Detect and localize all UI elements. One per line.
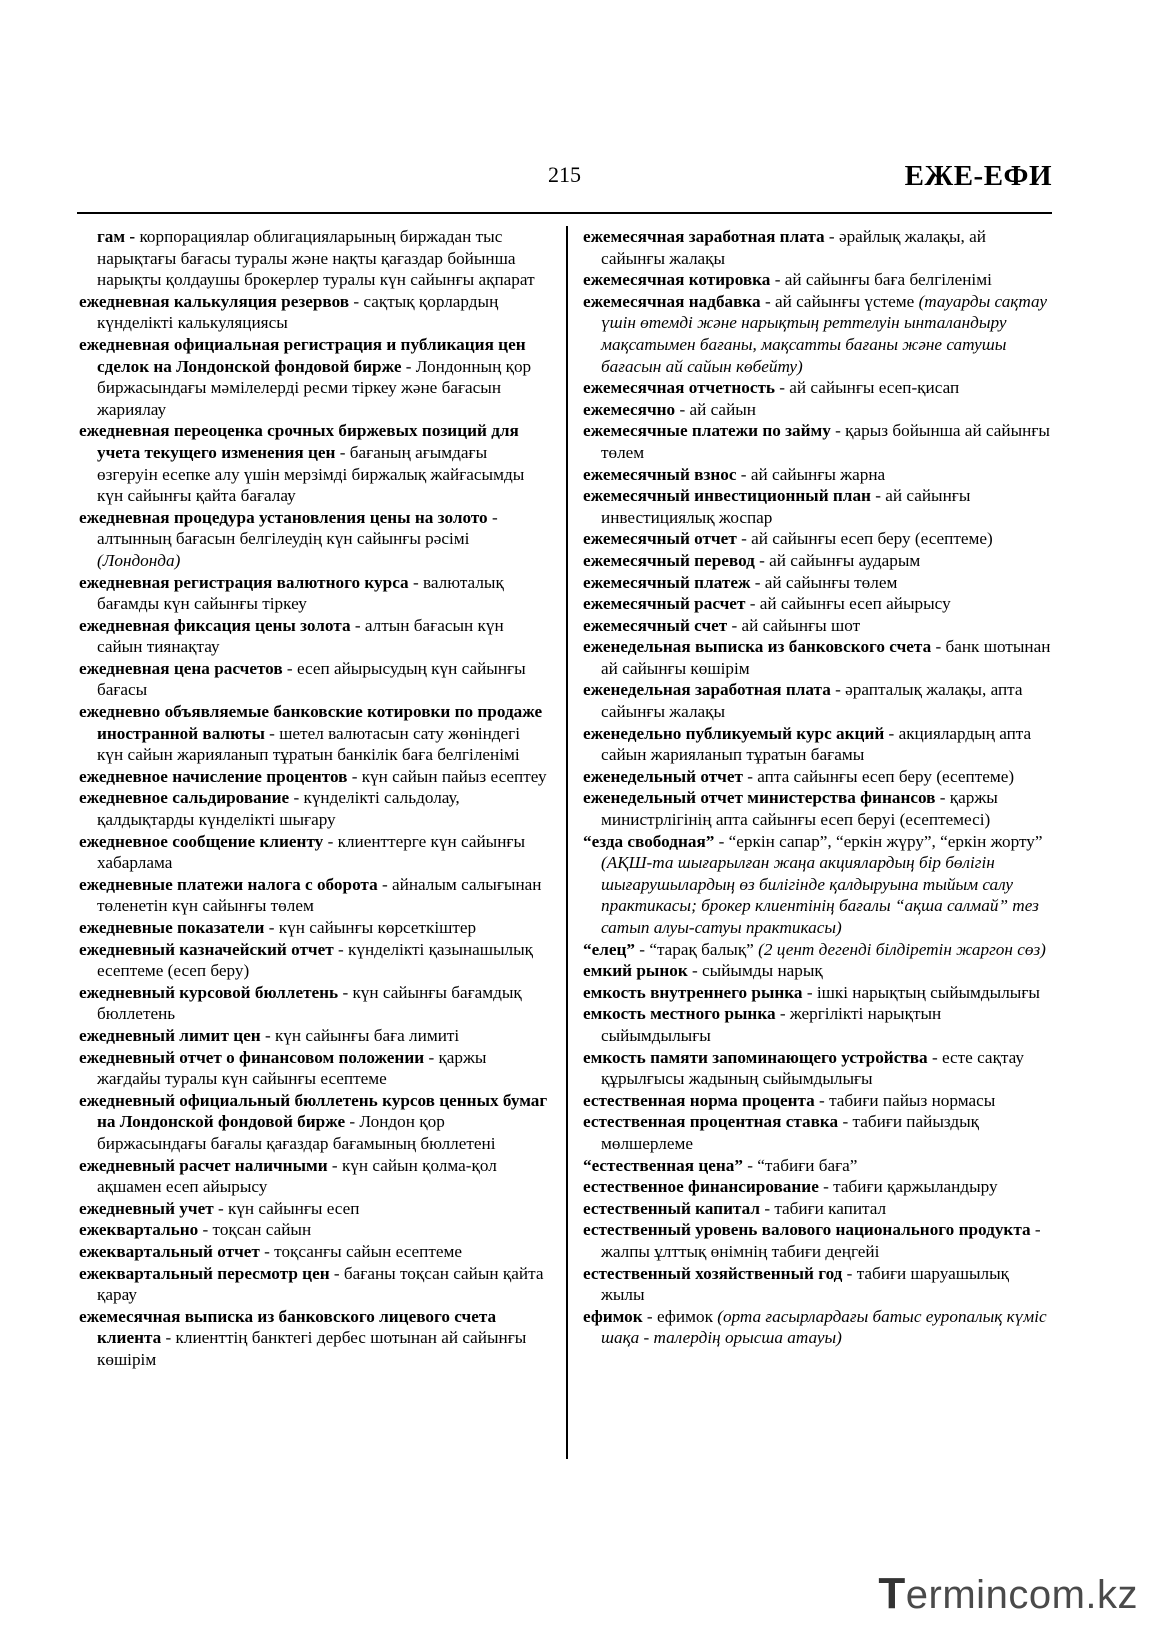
entry-definition: - алтын бағасын күн сайын тиянақтау (97, 615, 504, 657)
dictionary-entry (79, 1241, 549, 1263)
dictionary-entry (79, 701, 549, 766)
entry-term: ежедневные платежи налога с оборота (79, 874, 378, 894)
dictionary-entry (583, 615, 1052, 637)
entry-term: емкость внутреннего рынка (583, 982, 803, 1002)
entry-definition: - ай сайынғы шот (727, 615, 861, 635)
entry-definition: - күнделікті қазынашылық есептеме (есеп беру) (97, 939, 533, 981)
dictionary-entry (79, 1198, 549, 1220)
dictionary-entry (583, 766, 1052, 788)
entry-term: еженедельно публикуемый курс акций (583, 723, 885, 743)
entry-definition: - табиғи шаруашылық жылы (601, 1263, 1010, 1305)
entry-term: ежедневная переоценка срочных биржевых позиций для учета текущего изменения цен (79, 421, 519, 462)
entry-definition: - күн сайынғы бағамдық бюллетень (97, 982, 522, 1024)
dictionary-entry (79, 658, 549, 701)
entry-definition: - сыйымды нарық (687, 961, 823, 981)
entry-term: ежемесячная выписка из банковского лицевого счета клиента (79, 1306, 497, 1348)
entry-definition: - “табиғи баға” (742, 1155, 858, 1175)
entry-definition: - шетел валютасын сату жөніндегі күн сайын жарияланып тұратын банкілік баға белгіленімі (97, 723, 520, 765)
entry-term: ежедневный официальный бюллетень курсов ценных бумаг на Лондонской фондовой бирже (79, 1090, 548, 1132)
dictionary-entry (583, 787, 1052, 830)
header-rule (77, 212, 1052, 214)
entry-definition: - ай сайынғы инвестициялық жоспар (601, 486, 971, 527)
dictionary-entry (79, 1263, 549, 1306)
entry-definition: - қаржы жағдайы туралы күн сайынғы есептеме (97, 1047, 487, 1089)
entry-definition: - күн сайынғы есеп (213, 1198, 360, 1218)
entry-term: ежедневная официальная регистрация и публикация цен сделок на Лондонской фондовой бирже (79, 334, 526, 376)
dictionary-entry (79, 787, 549, 830)
entry-definition: - есеп айырысудың күн сайынғы бағасы (97, 658, 526, 700)
entry-term: емкость памяти запоминающего устройства (583, 1047, 928, 1067)
entry-definition: - апта сайынғы есеп беру (есептеме) (742, 766, 1015, 786)
page-header (77, 156, 1052, 218)
dictionary-entry (583, 485, 1052, 528)
entry-definition: - жергілікті нарықтын сыйымдылығы (601, 1004, 942, 1045)
entry-term: ежеквартально (79, 1220, 199, 1240)
dictionary-entry (79, 939, 549, 982)
entry-term: ежедневная регистрация валютного курса (79, 572, 409, 592)
entry-term: еженедельный отчет (583, 766, 743, 786)
entry-definition: - күн сайын қолма-қол ақшамен есеп айырысу (97, 1155, 497, 1197)
entry-definition: - ай сайынғы есеп-қисап (774, 378, 960, 398)
dictionary-entry (583, 939, 1052, 961)
right-column (583, 226, 1052, 1349)
dictionary-entry (583, 1003, 1052, 1046)
entry-term: ежедневная процедура установления цены на золото (79, 507, 488, 527)
entry-term: ежедневный лимит цен (79, 1025, 261, 1045)
entry-term: еженедельный отчет министерства финансов (583, 788, 936, 808)
dictionary-entry (79, 1090, 549, 1155)
entry-term: ежемесячный расчет (583, 594, 746, 614)
entry-term: ежедневный казначейский отчет (79, 939, 334, 959)
entry-term: “езда свободная” (583, 831, 715, 851)
dictionary-entry (583, 831, 1052, 939)
left-column (79, 226, 549, 1370)
entry-definition: - бағаның ағымдағы өзгеруін есепке алу үшін мерзімді биржалық жайғасымды күн сайынғы қайта бағалау (97, 442, 525, 506)
dictionary-entry (79, 1155, 549, 1198)
entry-term: емкость местного рынка (583, 1004, 776, 1024)
entry-definition: - қаржы министрлігінің апта сайынғы есеп беруі (есептемесі) (601, 788, 998, 830)
entry-note: (орта ғасырлардағы батыс еуропалық күміс шақа - талердің орысша атауы) (601, 1306, 1047, 1348)
entry-note: (тауарды сақтау үшін өтемді және нарықтың реттелуін ынталандыру мақсатымен бағаны, мақсатты бағаны және сатушы бағасын ай сайын көбейту) (601, 291, 1047, 376)
entry-term: емкий рынок (583, 961, 688, 981)
dictionary-entry (583, 723, 1052, 766)
entry-definition: - күн сайынғы баға лимиті (260, 1025, 460, 1045)
entry-definition: - ай сайынғы үстеме (760, 291, 919, 311)
dictionary-entry (79, 291, 549, 334)
page-range-heading: ЕЖЕ-ЕФИ (904, 160, 1052, 192)
entry-definition: - табиғи қаржыландыру (818, 1177, 998, 1197)
entry-term: ежемесячные платежи по займу (583, 421, 831, 441)
entry-definition: - “тарақ балық” (635, 939, 759, 959)
dictionary-entry (79, 982, 549, 1025)
column-divider (566, 226, 568, 1459)
dictionary-entry (583, 528, 1052, 550)
entry-definition: - есте сақтау құрылғысы жадының сыйымдылығы (601, 1047, 1024, 1089)
entry-note: (2 цент дегенді білдіретін жаргон сөз) (758, 939, 1046, 959)
entry-term: естественный хозяйственный год (583, 1263, 843, 1283)
entry-definition: - Лондон қор биржасындағы бағалы қағаздар бағамының бюллетені (97, 1112, 496, 1153)
dictionary-entry (583, 1176, 1052, 1198)
entry-term: ежедневное сальдирование (79, 788, 290, 808)
dictionary-entry (583, 399, 1052, 421)
dictionary-entry (583, 1306, 1052, 1349)
entry-definition: - ефимок (642, 1306, 718, 1326)
entry-definition: - айналым салығынан төленетін күн сайынғы төлем (97, 874, 542, 916)
dictionary-entry (583, 1047, 1052, 1090)
entry-term: ежемесячный перевод (583, 550, 755, 570)
entry-definition: - ай сайынғы аударым (754, 550, 921, 570)
dictionary-entry (79, 334, 549, 420)
entry-definition: - тоқсан сайын (198, 1220, 312, 1240)
dictionary-entry (583, 982, 1052, 1004)
dictionary-entry (79, 572, 549, 615)
dictionary-entry (583, 1263, 1052, 1306)
entry-term: ежедневная фиксация цены золота (79, 615, 351, 635)
dictionary-entry (583, 679, 1052, 722)
entry-term: еженедельная выписка из банковского счета (583, 637, 932, 657)
entry-term: ежедневная калькуляция резервов (79, 291, 350, 311)
dictionary-entry (583, 377, 1052, 399)
entry-definition: - күнделікті сальдолау, қалдықтарды күнделікті шығару (97, 788, 460, 830)
entry-definition: - табиғи пайыздық мөлшерлеме (601, 1112, 980, 1153)
entry-term: ежеквартальный отчет (79, 1241, 260, 1261)
entry-definition: - валюталық бағамды күн сайынғы тіркеу (97, 572, 504, 614)
logo-text: ermincom.kz (905, 1573, 1138, 1617)
entry-term: естественная процентная ставка (583, 1112, 839, 1132)
entry-definition: - ай сайынғы баға белгіленімі (770, 270, 992, 290)
dictionary-entry (79, 917, 549, 939)
dictionary-entry (79, 420, 549, 506)
entry-note: (Лондонда) (97, 550, 181, 570)
entry-term: ежемесячный взнос (583, 464, 737, 484)
entry-term: ежемесячный счет (583, 615, 728, 635)
dictionary-entry (79, 1025, 549, 1047)
entry-definition: корпорациялар облигацияларының биржадан тыс нарықтағы бағасы туралы және нақты қағаздар бойынша нарықты қолдаушы брокерлер туралы күн сайынғы ақпарат (97, 227, 535, 290)
entry-definition: - әрапталық жалақы, апта сайынғы жалақы (601, 680, 1023, 722)
entry-term: ежеквартальный пересмотр цен (79, 1263, 330, 1283)
page-number: 215 (548, 162, 581, 187)
dictionary-entry (79, 1306, 549, 1371)
dictionary-entry (79, 831, 549, 874)
entry-note: (АҚШ-та шығарылған жаңа акциялардың бір бөлігін шығарушылардың өз билігінде қалдыруына тыйым салу практикасы; брокер клиентінің бағалы “ақша салмай” тез сатып алуы-сатуы практикасы) (601, 853, 1039, 937)
entry-term: ежемесячная отчетность (583, 378, 775, 398)
entry-definition: - Лондонның қор биржасындағы мәмілелерді ресми тіркеу және бағасын жариялау (97, 356, 532, 419)
entry-definition: - қарыз бойынша ай сайынғы төлем (601, 421, 1050, 462)
entry-definition: - күн сайынғы көрсеткіштер (264, 918, 477, 937)
entry-term: ежедневное сообщение клиенту (79, 831, 324, 851)
dictionary-entry (583, 1219, 1052, 1262)
dictionary-entry (79, 1219, 549, 1241)
entry-term: естественный уровень валового национального продукта (583, 1220, 1031, 1240)
entry-definition: - ішкі нарықтың сыйымдылығы (802, 982, 1040, 1002)
entry-definition: - клиенттің банктегі дербес шотынан ай сайынғы көшірім (97, 1328, 527, 1369)
logo-initial: T (878, 1569, 906, 1618)
entry-definition: - ай сайынғы есеп беру (есептеме) (736, 529, 993, 549)
entry-definition: - табиғи капитал (760, 1198, 887, 1218)
entry-term: естественный капитал (583, 1198, 761, 1218)
entry-definition: - ай сайын (675, 399, 757, 419)
entry-definition: - ай сайынғы жарна (736, 464, 886, 484)
entry-definition: - тоқсанғы сайын есептеме (259, 1241, 463, 1261)
dictionary-entry (583, 420, 1052, 463)
dictionary-entry (583, 1090, 1052, 1112)
dictionary-entry (583, 572, 1052, 594)
entry-definition: - күн сайын пайыз есептеу (347, 766, 547, 786)
dictionary-entry (583, 550, 1052, 572)
dictionary-entry (583, 593, 1052, 615)
entry-term: ежедневный расчет наличными (79, 1155, 328, 1175)
dictionary-entry (583, 291, 1052, 377)
entry-definition: - табиғи пайыз нормасы (814, 1090, 996, 1110)
dictionary-entry (79, 226, 549, 291)
entry-definition: - ай сайынғы есеп айырысу (745, 594, 951, 614)
dictionary-entry (79, 1047, 549, 1090)
entry-definition: - акциялардың апта сайын жарияланып тұратын бағамы (601, 723, 1032, 765)
dictionary-entry (79, 615, 549, 658)
dictionary-entry (583, 636, 1052, 679)
dictionary-entry (583, 960, 1052, 982)
entry-term: ефимок (583, 1306, 643, 1326)
dictionary-entry (583, 226, 1052, 269)
entry-definition: - банк шотынан ай сайынғы көшірім (601, 637, 1051, 678)
entry-term: ежедневное начисление процентов (79, 766, 348, 786)
entry-definition: - бағаны тоқсан сайын қайта қарау (97, 1263, 544, 1305)
dictionary-entry (583, 1155, 1052, 1177)
dictionary-entry (583, 1111, 1052, 1154)
entry-definition: - сақтық қорлардың күнделікті калькуляциясы (97, 291, 499, 333)
dictionary-entry (79, 874, 549, 917)
entry-definition: - ай сайынғы төлем (750, 572, 898, 592)
entry-definition: - әрайлық жалақы, ай сайынғы жалақы (601, 227, 986, 268)
entry-term: ежедневная цена расчетов (79, 658, 283, 678)
entry-term: ежемесячный инвестиционный план (583, 486, 871, 506)
entry-term: “елец” (583, 939, 635, 959)
dictionary-entry (583, 464, 1052, 486)
entry-definition: - клиенттерге күн сайынғы хабарлама (97, 831, 525, 873)
entry-term: естественная норма процента (583, 1090, 815, 1110)
entry-term: ежемесячно (583, 399, 676, 419)
entry-term: еженедельная заработная плата (583, 680, 831, 700)
dictionary-entry (79, 507, 549, 572)
entry-definition: - алтынның бағасын белгілеудің күн сайынғы рәсімі (97, 507, 498, 549)
entry-term: ежедневный курсовой бюллетень (79, 982, 339, 1002)
entry-term: ежемесячная заработная плата (583, 227, 825, 246)
entry-term: ежемесячный отчет (583, 529, 737, 549)
entry-term: ежемесячная надбавка (583, 291, 761, 311)
entry-term: ежедневный учет (79, 1198, 214, 1218)
entry-term: естественное финансирование (583, 1177, 819, 1197)
dictionary-entry (583, 269, 1052, 291)
entry-term: ежемесячная котировка (583, 270, 771, 290)
entry-definition: - жалпы ұлттық өнімнің табиғи деңгейі (601, 1220, 1041, 1261)
entry-term: “естественная цена” (583, 1155, 743, 1175)
entry-term: гам - (97, 227, 136, 246)
entry-term: ежедневный отчет о финансовом положении (79, 1047, 425, 1067)
dictionary-entry (583, 1198, 1052, 1220)
entry-term: ежемесячный платеж (583, 572, 751, 592)
terminkom-logo (878, 1569, 1138, 1619)
dictionary-entry (79, 766, 549, 788)
entry-term: ежедневно объявляемые банковские котировки по продаже иностранной валюты (79, 702, 543, 743)
entry-term: ежедневные показатели (79, 918, 265, 937)
entry-definition: - “еркін сапар”, “еркін жүру”, “еркін жорту” (714, 831, 1043, 851)
